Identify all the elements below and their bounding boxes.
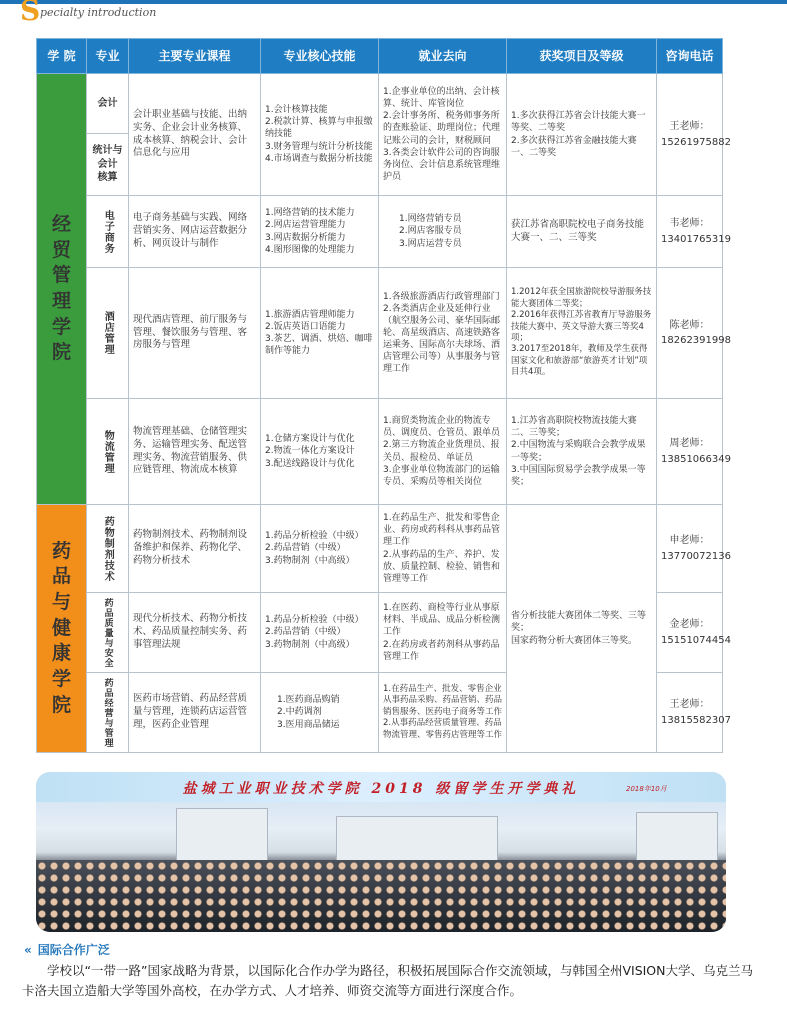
page-header [0, 0, 787, 34]
courses-cell: 电子商务基础与实践、网络营销实务、网店运营数据分析、网页设计与制作 [129, 196, 261, 268]
contact-name: 韦老师： [669, 218, 710, 229]
college-pharma: 药 品 与 健 康 学 院 [37, 505, 87, 753]
section-title: pecialty introduction [40, 6, 157, 19]
major-drug-mgmt: 药品经营与管理 [87, 673, 129, 753]
skills-cell: 1.药品分析检验（中级） 2.药品营销（中级） 3.药物制剂（中高级） [261, 593, 379, 673]
contact-name: 王老师： [669, 699, 710, 710]
intl-heading-wrap [24, 941, 110, 958]
student-crowd [36, 860, 726, 932]
table-header-row [37, 39, 723, 74]
table-row [37, 268, 723, 399]
contact-name: 陈老师： [669, 319, 710, 331]
contact-cell [657, 593, 731, 673]
intl-paragraph: 学校以“一带一路”国家战略为背景，以国际化合作办学为路径，积极拓展国际合作交流领域，与韩国全州VISION大学、乌克兰马卡洛夫国立造船大学等国外高校，在办学方式、人才培养、师资交流等方面进行深度合作。 [22, 963, 754, 998]
contact-cell [657, 399, 731, 505]
specialty-table [36, 38, 731, 753]
skills-cell: 1.医药商品购销 2.中药调剂 3.医用商品储运 [261, 673, 379, 753]
jobs-cell: 1.商贸类物流企业的物流专员、调度员、仓管员、跟单员 2.第三方物流企业货理员、报关员、报检员、单证员 3.企事业单位物流部门的运输专员、采购员等相关岗位 [379, 399, 507, 505]
awards-cell: 1.江苏省高职院校物流技能大赛二、三等奖； 2.中国物流与采购联合会教学成果一等奖； 3.中国国际贸易学会教学成果一等奖； [507, 399, 657, 505]
photo-banner-date: 2018年10月 [626, 785, 667, 793]
major-statistics: 统计与 会计 核算 [87, 134, 129, 196]
jobs-cell: 1.网络营销专员 2.网店客服专员 3.网店运营专员 [379, 196, 507, 268]
major-accounting: 会计 [87, 74, 129, 134]
courses-cell: 会计职业基础与技能、出纳实务、企业会计业务核算、成本核算、纳税会计、会计信息化与应用 [129, 74, 261, 196]
contact-phone: 15261975882 [661, 136, 731, 148]
col-jobs: 就业去向 [379, 39, 507, 74]
contact-phone: 13815582307 [661, 714, 731, 726]
courses-cell: 现代分析技术、药物分析技术、药品质量控制实务、药事管理法规 [129, 593, 261, 673]
courses-cell: 医药市场营销、药品经营质量与管理，连锁药店运营管理，医药企业管理 [129, 673, 261, 753]
awards-cell: 省分析技能大赛团体二等奖、三等奖； 国家药物分析大赛团体三等奖。 [507, 505, 657, 753]
chevron-left-icon: « [24, 943, 32, 957]
table-row [37, 196, 723, 268]
awards-cell: 获江苏省高职院校电子商务技能大赛一、二、三等奖 [507, 196, 657, 268]
skills-cell: 1.旅游酒店管理师能力 2.饭店英语口语能力 3.茶艺、调酒、烘焙、咖啡制作等能力 [261, 268, 379, 399]
awards-cell: 1.2012年获全国旅游院校导游服务技能大赛团体二等奖； 2.2016年获得江苏省教育厅导游服务技能大赛中、英文导游大赛三等奖4项； 3.2017至2018年，教师及学生获得国家文化和旅游部“旅游英才计划”项目共4项。 [507, 268, 657, 399]
col-courses: 主要专业课程 [129, 39, 261, 74]
col-awards: 获奖项目及等级 [507, 39, 657, 74]
intl-heading: 国际合作广泛 [37, 943, 110, 957]
contact-cell [657, 74, 731, 196]
col-major: 专业 [87, 39, 129, 74]
courses-cell: 药物制剂技术、药物制剂设备维护和保养、药物化学、药物分析技术 [129, 505, 261, 593]
col-skills: 专业核心技能 [261, 39, 379, 74]
major-hotel: 酒店管理 [87, 268, 129, 399]
table-row [37, 74, 723, 134]
jobs-cell: 1.在药品生产、批发和零售企业、药房或药科科从事药品管理工作 2.从事药品的生产、养护、发放、质量控制、检验、销售和管理等工作 [379, 505, 507, 593]
contact-phone: 13770072136 [661, 550, 731, 562]
table-row [37, 399, 723, 505]
contact-phone: 13851066349 [661, 453, 731, 465]
contact-cell [657, 268, 731, 399]
major-logistics: 物流管理 [87, 399, 129, 505]
contact-cell [657, 673, 731, 753]
skills-cell: 1.仓储方案设计与优化 2.物流一体化方案设计 3.配送线路设计与优化 [261, 399, 379, 505]
major-quality: 药品质量与安全 [87, 593, 129, 673]
group-photo [36, 772, 726, 932]
section-logo-letter: S [20, 0, 41, 27]
jobs-cell: 1.企事业单位的出纳、会计核算、统计、库管岗位 2.会计事务所、税务师事务所的查账验证、助理岗位；代理记账公司的会计，财税顾问 3.各类会计软件公司的咨询服务岗位、会计信息系统管理维护员 [379, 74, 507, 196]
contact-name: 金老师： [669, 619, 710, 630]
contact-phone: 18262391998 [661, 335, 731, 346]
col-contact: 咨询电话 [657, 39, 723, 74]
skills-cell: 1.会计核算技能 2.税款计算、核算与申报缴纳技能 3.财务管理与统计分析技能 4.市场调查与数据分析技能 [261, 74, 379, 196]
contact-cell [657, 505, 731, 593]
contact-name: 申老师： [669, 535, 710, 546]
major-ecommerce: 电子商务 [87, 196, 129, 268]
courses-cell: 物流管理基础、仓储管理实务、运输管理实务、配送管理实务、物流营销服务、供应链管理、物流成本核算 [129, 399, 261, 505]
header-rule [0, 0, 787, 4]
major-drug-prep: 药物制剂技术 [87, 505, 129, 593]
table-row [37, 505, 723, 593]
contact-cell [657, 196, 731, 268]
contact-name: 王老师： [669, 121, 710, 132]
jobs-cell: 1.在医药、商检等行业从事原材料、半成品、成品分析检测工作 2.在药房或者药剂科从事药品管理工作 [379, 593, 507, 673]
skills-cell: 1.网络营销的技术能力 2.网店运营管理能力 3.网店数据分析能力 4.图形图像的处理能力 [261, 196, 379, 268]
jobs-cell: 1.各级旅游酒店行政管理部门 2.各类酒店企业及延伸行业（航空服务公司、豪华国际邮轮、高星级酒店、高速铁路客运乘务、国际高尔夫球场、酒店管理公司等）从事服务与管理工作 [379, 268, 507, 399]
contact-phone: 15151074454 [661, 634, 731, 646]
college-economics: 经 贸 管 理 学 院 [37, 74, 87, 505]
awards-cell: 1.多次获得江苏省会计技能大赛一等奖、二等奖 2.多次获得江苏省金融技能大赛一、二等奖 [507, 74, 657, 196]
contact-name: 周老师： [669, 438, 710, 449]
photo-banner-text: 盐城工业职业技术学院 2018 级留学生开学典礼 [182, 781, 580, 797]
col-college: 学 院 [37, 39, 87, 74]
courses-cell: 现代酒店管理、前厅服务与管理、餐饮服务与管理、客房服务与管理 [129, 268, 261, 399]
skills-cell: 1.药品分析检验（中级） 2.药品营销（中级） 3.药物制剂（中高级） [261, 505, 379, 593]
contact-phone: 13401765319 [661, 233, 731, 245]
jobs-cell: 1.在药品生产、批发、零售企业从事药品采购、药品营销、药品销售服务、医药电子商务等工作 2.从事药品经营质量管理、药品物流管理、零售药店管理等工作 [379, 673, 507, 753]
